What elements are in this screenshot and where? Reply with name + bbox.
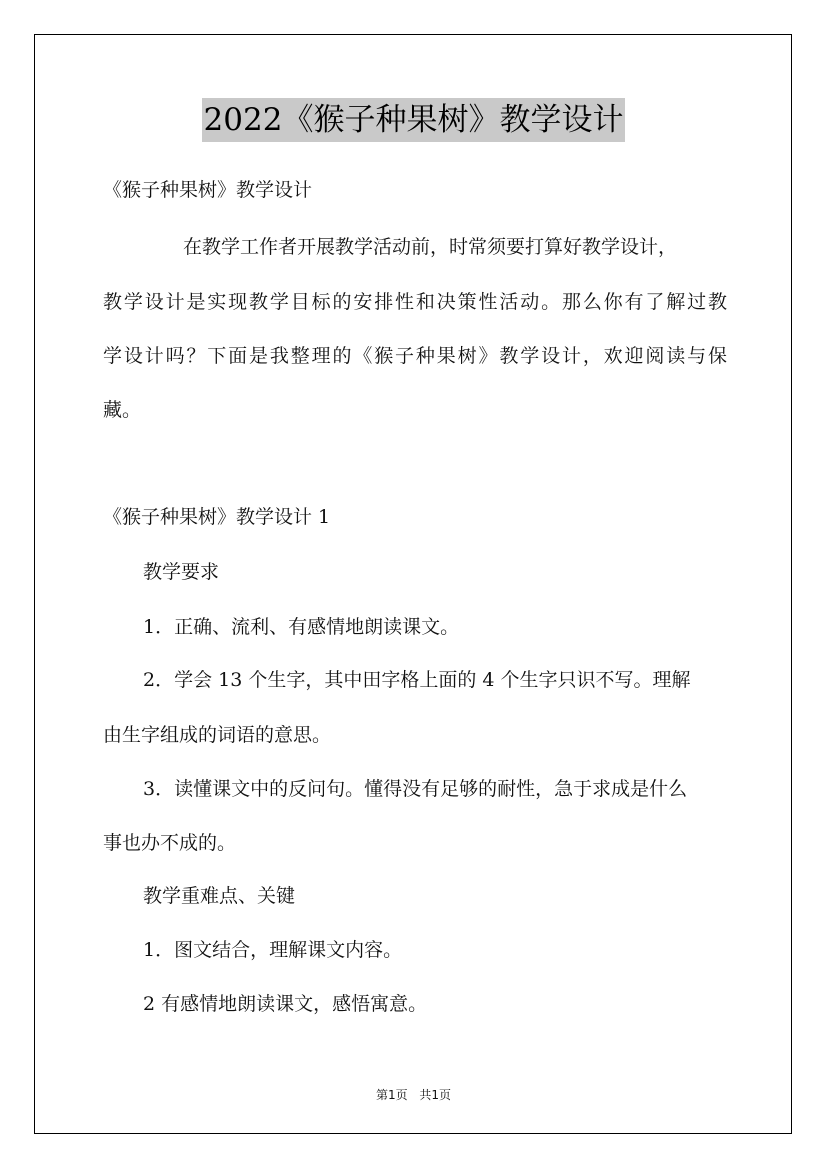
intro-line-4: 藏。 [103,399,142,421]
section-title: 《猴子种果树》教学设计 1 [103,506,331,528]
requirement-2-line-2: 由生字组成的词语的意思。 [103,724,332,746]
page-footer [0,1086,827,1103]
requirement-2-line-1: 2．学会 13 个生字，其中田字格上面的 4 个生字只识不写。理解 [143,669,691,691]
key-point-1: 1．图文结合，理解课文内容。 [143,939,403,961]
title-container [0,98,827,142]
requirements-heading: 教学要求 [143,561,220,583]
intro-line-2: 教学设计是实现教学目标的安排性和决策性活动。那么你有了解过教 [103,291,727,313]
requirement-1: 1．正确、流利、有感情地朗读课文。 [143,616,460,638]
page-number: 第1页 [375,1088,408,1102]
key-point-2: 2 有感情地朗读课文，感悟寓意。 [143,993,428,1015]
document-title: 2022《猴子种果树》教学设计 [202,98,626,142]
document-subtitle: 《猴子种果树》教学设计 [103,179,313,201]
requirement-3-line-2: 事也办不成的。 [103,832,237,854]
intro-line-3: 学设计吗？下面是我整理的《猴子种果树》教学设计，欢迎阅读与保 [103,345,727,367]
intro-line-1: 在教学工作者开展教学活动前，时常须要打算好教学设计， [183,236,678,258]
key-points-heading: 教学重难点、关键 [143,885,296,907]
requirement-3-line-1: 3．读懂课文中的反问句。懂得没有足够的耐性，急于求成是什么 [143,778,688,800]
page-total: 共1页 [419,1088,452,1102]
